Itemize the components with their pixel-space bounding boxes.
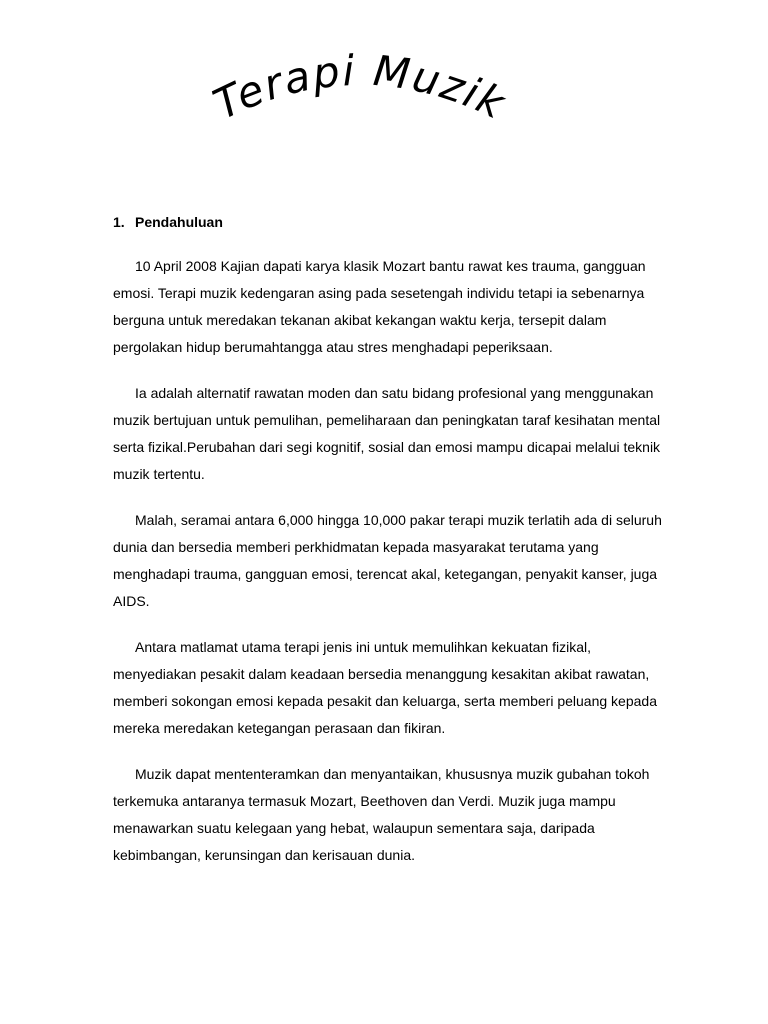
paragraph-5: Muzik dapat mententeramkan dan menyantaikan, khususnya muzik gubahan tokoh terkemuka antaranya termasuk Mozart, Beethoven dan Verdi. Muzik juga mampu menawarkan suatu kelegaan yang hebat, walaupun sementara saja, daripada kebimbangan, kerunsingan dan kerisauan dunia. xyxy=(113,766,650,863)
paragraph-2: Ia adalah alternatif rawatan moden dan satu bidang profesional yang menggunakan muzik bertujuan untuk pemulihan, pemeliharaan dan peningkatan taraf kesihatan mental serta fizikal.Perubahan dari segi kognitif, sosial dan emosi mampu dicapai melalui teknik muzik tertentu. xyxy=(113,385,661,482)
section-title: Pendahuluan xyxy=(135,214,223,230)
arched-title-art xyxy=(195,50,525,140)
paragraph-3: Malah, seramai antara 6,000 hingga 10,000 pakar terapi muzik terlatih ada di seluruh dunia dan bersedia memberi perkhidmatan kepada masyarakat terutama yang menghadapi trauma, gangguan emosi, terencat akal, ketegangan, penyakit kanser, juga AIDS. xyxy=(113,512,662,609)
section-number: 1. xyxy=(113,214,125,230)
paragraph-4: Antara matlamat utama terapi jenis ini untuk memulihkan kekuatan fizikal, menyediakan pesakit dalam keadaan bersedia menanggung kesakitan akibat rawatan, memberi sokongan emosi kepada pesakit dan keluarga, serta memberi peluang kepada mereka meredakan ketegangan perasaan dan fikiran. xyxy=(113,639,657,736)
document-body xyxy=(113,213,673,888)
document-title xyxy=(195,50,525,140)
title-text: Terapi Muzik xyxy=(206,50,514,130)
paragraph-1: 10 April 2008 Kajian dapati karya klasik Mozart bantu rawat kes trauma, gangguan emosi. Terapi muzik kedengaran asing pada sesetengah individu tetapi ia sebenarnya berguna untuk meredakan tekanan akibat kekangan waktu kerja, tersepit dalam pergolakan hidup berumahtangga atau stres menghadapi peperiksaan. xyxy=(113,258,646,355)
section-heading xyxy=(113,213,673,231)
